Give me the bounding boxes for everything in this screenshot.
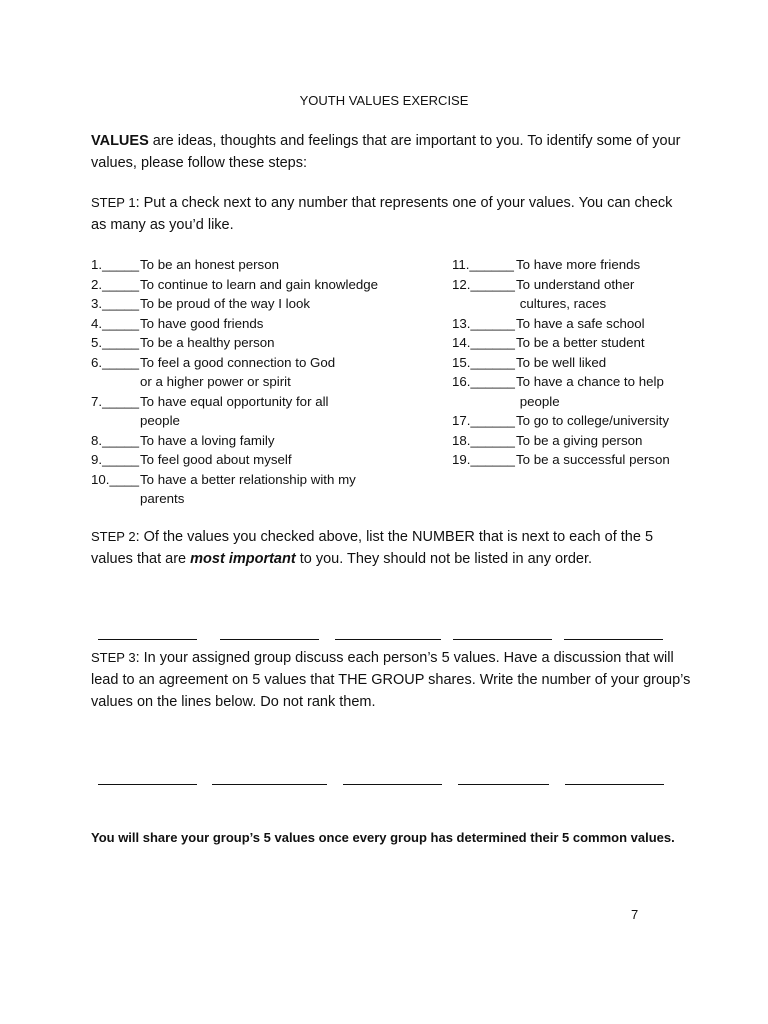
value-text-line: To be a giving person — [516, 432, 643, 448]
value-text-line: To have more friends — [516, 257, 641, 272]
answer-blank[interactable] — [98, 627, 197, 640]
step2-text-before: : Of the values you checked above, list the NUMBER that is next to each of the 5 values that are — [91, 529, 654, 567]
step2-label: STEP 2 — [91, 529, 136, 544]
value-check-blank[interactable]: 3._____ — [91, 296, 140, 311]
value-text — [516, 431, 642, 451]
value-item[interactable] — [91, 470, 431, 509]
answer-blank[interactable] — [343, 772, 442, 785]
step1-paragraph — [91, 192, 691, 236]
footer-note: You will share your group’s 5 values once every group has determined their 5 common values. — [91, 830, 675, 845]
value-check-blank[interactable]: 13.______ — [452, 315, 515, 331]
value-text — [140, 392, 329, 431]
answer-blank[interactable] — [565, 772, 664, 785]
value-text — [516, 450, 670, 470]
step2-text-after: to you. They should not be listed in any order. — [295, 551, 593, 567]
value-check-blank[interactable]: 14.______ — [452, 335, 515, 350]
value-text-line: cultures, races — [516, 296, 607, 311]
value-item[interactable] — [452, 450, 752, 470]
answer-blanks-group — [91, 755, 664, 785]
step2-paragraph — [91, 526, 691, 570]
step3-label: STEP 3 — [91, 650, 136, 665]
value-text — [140, 255, 279, 275]
value-item[interactable] — [91, 353, 431, 392]
values-list-right — [452, 255, 752, 470]
value-text-line: To feel a good connection to God — [140, 354, 336, 370]
value-check-blank[interactable]: 19.______ — [452, 452, 515, 467]
answer-blank[interactable] — [564, 627, 663, 640]
value-text-line: To be proud of the way I look — [140, 296, 311, 311]
value-check-blank[interactable]: 16.______ — [452, 374, 515, 389]
value-text — [140, 333, 275, 353]
value-text — [516, 314, 645, 334]
value-text — [516, 255, 640, 275]
step2-emphasis: most important — [190, 551, 296, 567]
value-check-blank[interactable]: 2._____ — [91, 276, 140, 292]
value-text — [140, 314, 263, 334]
value-check-blank[interactable]: 4._____ — [91, 315, 140, 331]
value-text-line: To go to college/university — [516, 413, 669, 428]
value-check-blank[interactable]: 7._____ — [91, 393, 140, 409]
value-text-line: To understand other — [516, 276, 635, 292]
value-text-line: To be an honest person — [140, 257, 279, 272]
value-item[interactable] — [91, 450, 431, 470]
answer-blank[interactable] — [453, 627, 552, 640]
value-check-blank[interactable]: 5._____ — [91, 335, 140, 350]
step3-text: : In your assigned group discuss each person’s 5 values. Have a discussion that will lead to an agreement on 5 values that THE GROUP shares. Write the number of your group’s values on the lines below. Do not rank them. — [91, 650, 691, 710]
value-check-blank[interactable]: 10.____ — [91, 471, 140, 487]
value-text-line: To continue to learn and gain knowledge — [140, 276, 379, 292]
value-item[interactable] — [91, 392, 431, 431]
answer-blank[interactable] — [98, 772, 197, 785]
value-text — [140, 470, 356, 509]
value-item[interactable] — [452, 314, 752, 334]
value-text-line: people — [516, 393, 560, 409]
value-text — [140, 431, 275, 451]
value-check-blank[interactable]: 1._____ — [91, 257, 140, 272]
value-item[interactable] — [452, 255, 752, 275]
values-list-left — [91, 255, 431, 509]
value-text-line: To feel good about myself — [140, 452, 292, 467]
value-text-line: To be a healthy person — [140, 335, 275, 350]
value-text — [140, 450, 292, 470]
intro-paragraph — [91, 130, 691, 174]
value-check-blank[interactable]: 15.______ — [452, 354, 515, 370]
answer-blanks-personal — [91, 610, 663, 640]
value-item[interactable] — [452, 372, 752, 411]
value-text — [516, 275, 634, 314]
value-check-blank[interactable]: 9._____ — [91, 452, 140, 467]
value-text-line: To have a chance to help — [516, 374, 664, 389]
value-check-blank[interactable]: 8._____ — [91, 432, 140, 448]
value-check-blank[interactable]: 17.______ — [452, 413, 515, 428]
value-text — [516, 411, 669, 431]
value-item[interactable] — [91, 275, 431, 295]
value-item[interactable] — [452, 333, 752, 353]
step1-label: STEP 1 — [91, 195, 136, 210]
value-item[interactable] — [91, 255, 431, 275]
step1-text: : Put a check next to any number that represents one of your values. You can check as many as you’d like. — [91, 195, 673, 233]
value-text — [516, 372, 664, 411]
value-text — [140, 275, 378, 295]
value-text-line: To be a successful person — [516, 452, 670, 467]
answer-blank[interactable] — [335, 627, 441, 640]
intro-text: are ideas, thoughts and feelings that are important to you. To identify some of your values, please follow these steps: — [91, 133, 681, 171]
value-text — [140, 294, 310, 314]
value-item[interactable] — [91, 294, 431, 314]
value-text — [140, 353, 335, 392]
value-item[interactable] — [91, 333, 431, 353]
value-text-line: To have good friends — [140, 315, 264, 331]
step3-paragraph — [91, 647, 691, 713]
value-item[interactable] — [452, 411, 752, 431]
answer-blank[interactable] — [212, 772, 327, 785]
value-text-line: parents — [140, 491, 185, 506]
values-term: VALUES — [91, 133, 149, 149]
answer-blank[interactable] — [220, 627, 319, 640]
value-text-line: or a higher power or spirit — [140, 374, 291, 389]
page-number: 7 — [631, 907, 639, 922]
value-item[interactable] — [91, 314, 431, 334]
value-text — [516, 353, 606, 373]
value-text-line: people — [140, 413, 180, 428]
value-check-blank[interactable]: 6._____ — [91, 354, 140, 370]
value-text — [516, 333, 645, 353]
answer-blank[interactable] — [458, 772, 549, 785]
value-check-blank[interactable]: 18.______ — [452, 432, 515, 448]
value-item[interactable] — [452, 353, 752, 373]
page-title: YOUTH VALUES EXERCISE — [299, 93, 469, 108]
value-check-blank[interactable]: 11.______ — [452, 257, 514, 272]
value-text-line: To be well liked — [516, 354, 607, 370]
value-item[interactable] — [91, 431, 431, 451]
value-text-line: To have a better relationship with my — [140, 471, 356, 487]
value-item[interactable] — [452, 431, 752, 451]
value-text-line: To be a better student — [516, 335, 645, 350]
value-text-line: To have equal opportunity for all — [140, 393, 329, 409]
value-text-line: To have a safe school — [516, 315, 645, 331]
value-check-blank[interactable]: 12.______ — [452, 276, 515, 292]
value-item[interactable] — [452, 275, 752, 314]
value-text-line: To have a loving family — [140, 432, 275, 448]
